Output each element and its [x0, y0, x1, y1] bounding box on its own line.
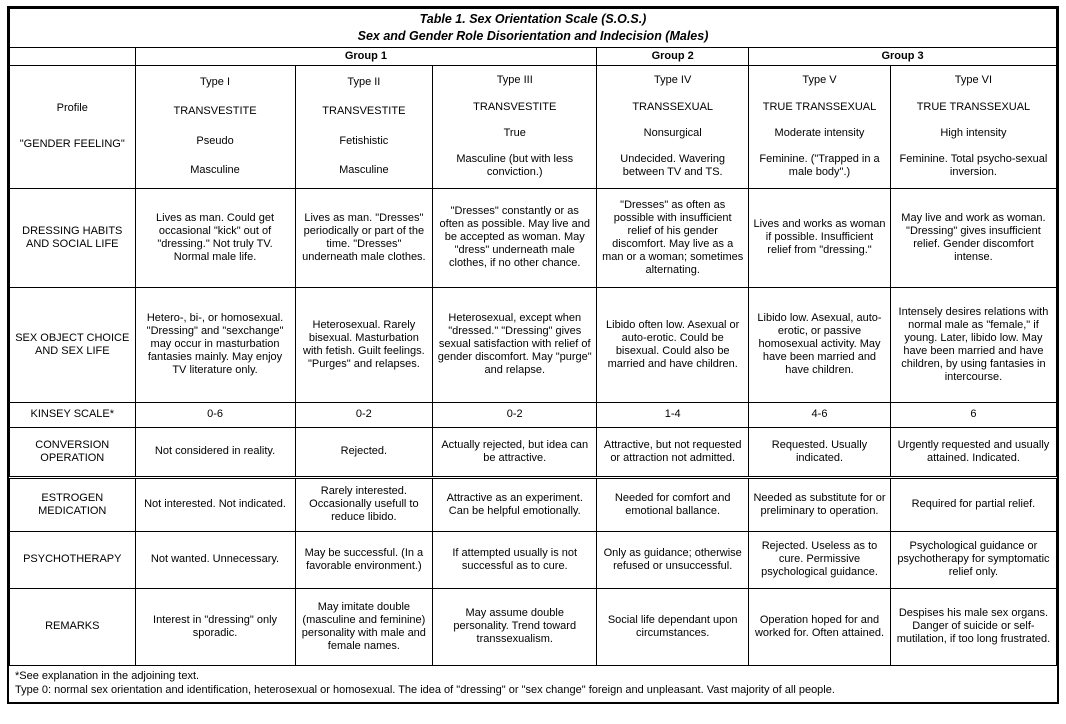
cell: Attractive, but not requested or attraction not admitted.	[597, 427, 749, 477]
type-3-header	[433, 65, 597, 188]
title-cell	[10, 9, 1057, 48]
group-3-header: Group 3	[749, 47, 1057, 65]
cell: 0-2	[295, 402, 433, 427]
cell: May be successful. (In a favorable environment.)	[295, 531, 433, 588]
type-6-header	[890, 65, 1056, 188]
type-intensity: Moderate intensity	[774, 126, 865, 139]
row-label: REMARKS	[10, 588, 136, 665]
corner-cell	[10, 47, 136, 65]
type-feeling: Masculine	[339, 164, 389, 177]
cell: Hetero-, bi-, or homosexual. "Dressing" and "sexchange" may occur in masturbation fantasies mainly. May enjoy TV literature only.	[135, 287, 295, 402]
cell: Operation hoped for and worked for. Often attained.	[749, 588, 891, 665]
type-name: Type V	[802, 74, 837, 87]
type-feeling: Feminine. Total psycho-sexual inversion.	[899, 153, 1048, 179]
row-label: KINSEY SCALE*	[10, 402, 136, 427]
type-header-row	[10, 65, 1057, 188]
cell: Libido often low. Asexual or auto-erotic. Could be bisexual. Could also be married and have children.	[597, 287, 749, 402]
cell: May live and work as woman. "Dressing" gives insufficient relief. Gender discomfort intense.	[890, 188, 1056, 287]
type-feeling: Masculine (but with less conviction.)	[456, 153, 574, 179]
type-4-header	[597, 65, 749, 188]
cell: Lives and works as woman if possible. Insufficient relief from "dressing."	[749, 188, 891, 287]
row-label: DRESSING HABITS AND SOCIAL LIFE	[10, 188, 136, 287]
type-name: Type VI	[954, 74, 993, 87]
row-sex-object-choice	[10, 287, 1057, 402]
row-remarks	[10, 588, 1057, 665]
type-5-header	[749, 65, 891, 188]
cell: 6	[890, 402, 1056, 427]
cell: Not considered in reality.	[135, 427, 295, 477]
group-header-row	[10, 47, 1057, 65]
type-name: Type IV	[654, 74, 692, 87]
type-category: TRUE TRANSSEXUAL	[916, 100, 1031, 113]
cell: May imitate double (masculine and feminine) personality with male and female names.	[295, 588, 433, 665]
group-2-header: Group 2	[597, 47, 749, 65]
cell: Needed for comfort and emotional ballance.	[597, 477, 749, 531]
cell: Attractive as an experiment. Can be helpful emotionally.	[433, 477, 597, 531]
cell: Requested. Usually indicated.	[749, 427, 891, 477]
cell: Despises his male sex organs. Danger of suicide or self-mutilation, if too long frustrated.	[890, 588, 1056, 665]
cell: Required for partial relief.	[890, 477, 1056, 531]
cell: Rejected.	[295, 427, 433, 477]
type-feeling: Feminine. ("Trapped in a male body".)	[759, 153, 880, 179]
cell: Libido low. Asexual, auto-erotic, or passive homosexual activity. May have been married and have children.	[749, 287, 891, 402]
table-frame	[7, 6, 1059, 704]
cell: Needed as substitute for or preliminary to operation.	[749, 477, 891, 531]
cell: Only as guidance; otherwise refused or unsuccessful.	[597, 531, 749, 588]
type-name: Type I	[200, 75, 231, 88]
row-psychotherapy	[10, 531, 1057, 588]
row-label: ESTROGEN MEDICATION	[10, 477, 136, 531]
gender-feeling-label: "GENDER FEELING"	[19, 138, 125, 151]
row-label: CONVERSION OPERATION	[10, 427, 136, 477]
cell: Intensely desires relations with normal male as "female," if young. Later, libido low. May have been married and have children, by using fantasies in intercourse.	[890, 287, 1056, 402]
cell: Psychological guidance or psychotherapy for symptomatic relief only.	[890, 531, 1056, 588]
table-title: Table 1. Sex Orientation Scale (S.O.S.)	[419, 12, 647, 26]
cell: 0-2	[433, 402, 597, 427]
row-conversion-operation	[10, 427, 1057, 477]
cell: Lives as man. Could get occasional "kick" out of "dressing." Not truly TV. Normal male life.	[135, 188, 295, 287]
cell: Interest in "dressing" only sporadic.	[135, 588, 295, 665]
cell: Not wanted. Unnecessary.	[135, 531, 295, 588]
type-intensity: Nonsurgical	[643, 126, 702, 139]
profile-label-cell	[10, 65, 136, 188]
type-category: TRANSSEXUAL	[632, 100, 714, 113]
group-1-header: Group 1	[135, 47, 597, 65]
type-intensity: Pseudo	[196, 134, 234, 147]
type-feeling: Undecided. Wavering between TV and TS.	[620, 153, 726, 179]
cell: If attempted usually is not successful as to cure.	[433, 531, 597, 588]
sos-table	[9, 8, 1057, 666]
row-dressing-habits	[10, 188, 1057, 287]
cell: "Dresses" constantly or as often as possible. May live and be accepted as woman. May "dress" underneath male clothes, if no other chance.	[433, 188, 597, 287]
footnotes	[9, 666, 1057, 703]
cell: May assume double personality. Trend toward transsexualism.	[433, 588, 597, 665]
type-feeling: Masculine	[190, 164, 240, 177]
cell: Actually rejected, but idea can be attractive.	[433, 427, 597, 477]
row-label: PSYCHOTHERAPY	[10, 531, 136, 588]
table-subtitle: Sex and Gender Role Disorientation and Indecision (Males)	[357, 28, 709, 43]
cell: Heterosexual. Rarely bisexual. Masturbation with fetish. Guilt feelings. "Purges" and relapses.	[295, 287, 433, 402]
row-label: SEX OBJECT CHOICE AND SEX LIFE	[10, 287, 136, 402]
profile-label: Profile	[56, 102, 88, 115]
row-kinsey-scale	[10, 402, 1057, 427]
cell: Rejected. Useless as to cure. Permissive psychological guidance.	[749, 531, 891, 588]
cell: 1-4	[597, 402, 749, 427]
cell: "Dresses" as often as possible with insufficient relief of his gender discomfort. May live as a man or a woman; sometimes alternating.	[597, 188, 749, 287]
type-category: TRANSVESTITE	[173, 105, 257, 118]
row-estrogen-medication	[10, 477, 1057, 531]
cell: Not interested. Not indicated.	[135, 477, 295, 531]
type-intensity: High intensity	[940, 126, 1007, 139]
cell: 0-6	[135, 402, 295, 427]
type-name: Type II	[347, 75, 381, 88]
type-name: Type III	[496, 74, 533, 87]
footnote-asterisk: *See explanation in the adjoining text.	[15, 669, 200, 682]
type-category: TRANSVESTITE	[322, 105, 406, 118]
type-intensity: Fetishistic	[339, 134, 389, 147]
type-intensity: True	[503, 126, 526, 139]
footnote-type-0: Type 0: normal sex orientation and identification, heterosexual or homosexual. The idea of "dressing" or "sex change" foreign and unpleasant. Vast majority of all people.	[15, 684, 835, 697]
cell: Urgently requested and usually attained. Indicated.	[890, 427, 1056, 477]
cell: Lives as man. "Dresses" periodically or part of the time. "Dresses" underneath male clothes.	[295, 188, 433, 287]
type-1-header	[135, 65, 295, 188]
cell: Social life dependant upon circumstances.	[597, 588, 749, 665]
type-category: TRUE TRANSSEXUAL	[762, 100, 877, 113]
cell: Heterosexual, except when "dressed." "Dressing" gives sexual satisfaction with relief of gender discomfort. May "purge" and relapse.	[433, 287, 597, 402]
cell: 4-6	[749, 402, 891, 427]
title-row	[10, 9, 1057, 48]
type-2-header	[295, 65, 433, 188]
type-category: TRANSVESTITE	[473, 100, 557, 113]
cell: Rarely interested. Occasionally usefull to reduce libido.	[295, 477, 433, 531]
